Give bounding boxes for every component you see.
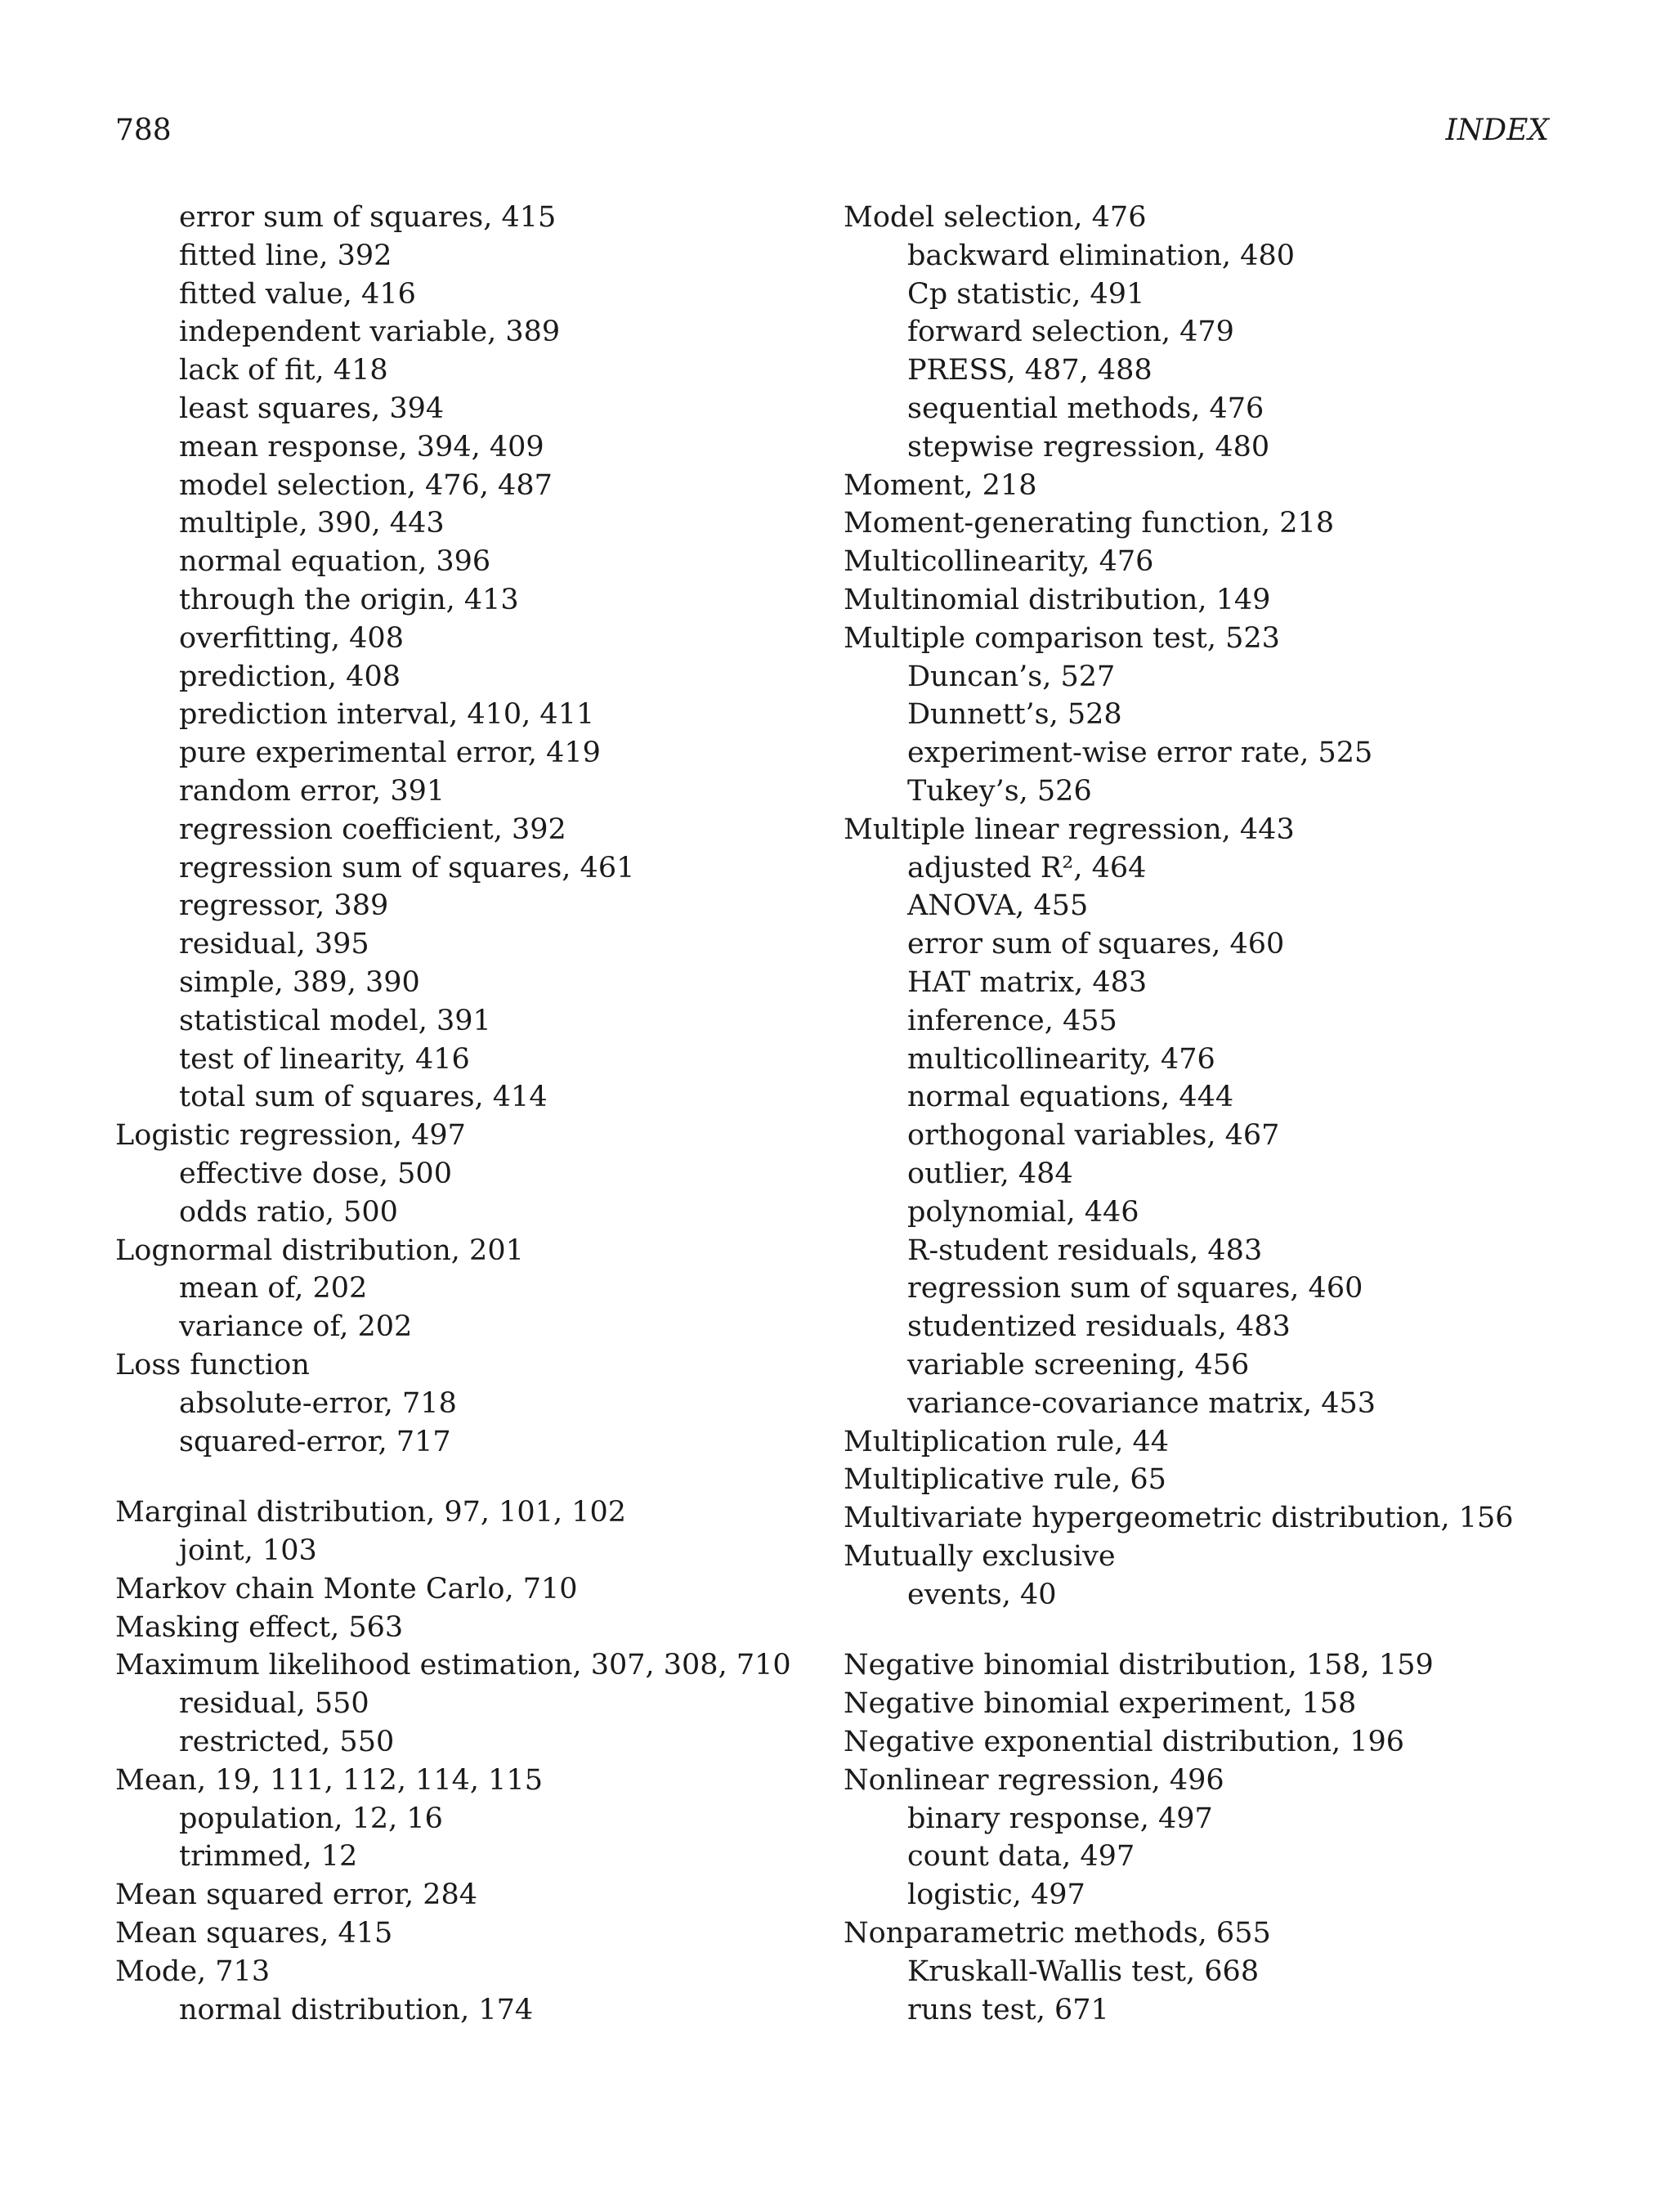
index-entry: Loss function [115, 1348, 310, 1381]
index-subentry: through the origin, 413 [179, 583, 519, 616]
index-subentry: pure experimental error, 419 [179, 737, 601, 770]
index-subentry: least squares, 394 [179, 392, 445, 425]
index-subentry: orthogonal variables, 467 [907, 1119, 1280, 1153]
index-subentry: normal distribution, 174 [179, 1993, 534, 2026]
index-subentry: prediction, 408 [179, 660, 401, 693]
index-subentry: PRESS, 487, 488 [907, 354, 1153, 387]
index-subentry: studentized residuals, 483 [907, 1310, 1291, 1344]
index-entry: Negative binomial experiment, 158 [844, 1687, 1357, 1721]
index-entry: Logistic regression, 497 [115, 1119, 466, 1153]
index-entry: Multiplication rule, 44 [844, 1425, 1170, 1458]
index-entry: Mode, 713 [115, 1955, 271, 1988]
index-column-right [844, 199, 1579, 2029]
index-subentry: multicollinearity, 476 [907, 1042, 1215, 1076]
index-subentry: binary response, 497 [907, 1802, 1213, 1835]
index-subentry: multiple, 390, 443 [179, 507, 445, 540]
index-subentry: random error, 391 [179, 774, 445, 808]
index-subentry: trimmed, 12 [179, 1840, 358, 1874]
index-entry: Multicollinearity, 476 [844, 545, 1154, 579]
index-subentry: inference, 455 [907, 1004, 1117, 1037]
index-entry: Mean, 19, 111, 112, 114, 115 [115, 1763, 543, 1797]
index-subentry: statistical model, 391 [179, 1004, 491, 1037]
index-subentry: variance-covariance matrix, 453 [907, 1386, 1376, 1420]
index-subentry: mean of, 202 [179, 1272, 368, 1305]
index-entry: Mutually exclusive [844, 1539, 1116, 1573]
letter-group-gap [115, 1461, 818, 1493]
index-subentry: normal equations, 444 [907, 1081, 1234, 1114]
index-subentry: regression sum of squares, 460 [907, 1272, 1363, 1305]
index-entry: Negative binomial distribution, 158, 159 [844, 1649, 1434, 1682]
index-entry: Multiple comparison test, 523 [844, 621, 1280, 655]
index-subentry: absolute-error, 718 [179, 1386, 457, 1420]
index-subentry: ANOVA, 455 [907, 889, 1089, 923]
index-subentry: independent variable, 389 [179, 316, 561, 349]
index-subentry: adjusted R², 464 [907, 851, 1147, 884]
index-subentry: runs test, 671 [907, 1993, 1109, 2026]
page-header [115, 108, 1549, 152]
index-subentry: variable screening, 456 [907, 1348, 1250, 1381]
index-subentry: prediction interval, 410, 411 [179, 698, 595, 732]
index-entry: Moment, 218 [844, 468, 1037, 502]
index-subentry: joint, 103 [179, 1534, 317, 1568]
index-entry: Multiplicative rule, 65 [844, 1463, 1166, 1497]
letter-group-gap [844, 1614, 1579, 1646]
index-subentry: normal equation, 396 [179, 545, 491, 579]
index-subentry: regression coefficient, 392 [179, 813, 566, 846]
index-subentry: Tukey’s, 526 [907, 774, 1092, 808]
index-entry: Moment-generating function, 218 [844, 507, 1335, 540]
index-subentry: HAT matrix, 483 [907, 965, 1148, 999]
index-subentry: lack of fit, 418 [179, 354, 388, 387]
index-subentry: Dunnett’s, 528 [907, 698, 1122, 732]
index-entry: Model selection, 476 [844, 201, 1147, 234]
index-entry: Multivariate hypergeometric distribution, 156 [844, 1502, 1514, 1535]
index-subentry: total sum of squares, 414 [179, 1081, 548, 1114]
index-subentry: backward elimination, 480 [907, 239, 1295, 272]
index-subentry: variance of, 202 [179, 1310, 413, 1344]
index-subentry: R-student residuals, 483 [907, 1234, 1263, 1267]
index-subentry: overfitting, 408 [179, 621, 404, 655]
index-subentry: odds ratio, 500 [179, 1195, 398, 1229]
index-subentry: Cp statistic, 491 [907, 277, 1145, 311]
index-entry: Nonparametric methods, 655 [844, 1917, 1271, 1950]
index-subentry: polynomial, 446 [907, 1195, 1139, 1229]
index-entry: Mean squared error, 284 [115, 1878, 478, 1912]
index-entry: Maximum likelihood estimation, 307, 308, 710 [115, 1649, 791, 1682]
index-subentry: outlier, 484 [907, 1157, 1073, 1190]
index-subentry: test of linearity, 416 [179, 1042, 470, 1076]
index-subentry: logistic, 497 [907, 1878, 1085, 1912]
index-subentry: model selection, 476, 487 [179, 468, 553, 502]
index-entry: Nonlinear regression, 496 [844, 1763, 1224, 1797]
index-subentry: error sum of squares, 415 [179, 201, 557, 234]
index-entry: Markov chain Monte Carlo, 710 [115, 1572, 578, 1605]
index-subentry: forward selection, 479 [907, 316, 1234, 349]
index-subentry: regression sum of squares, 461 [179, 851, 635, 884]
index-subentry: count data, 497 [907, 1840, 1135, 1874]
index-subentry: Kruskall-Wallis test, 668 [907, 1955, 1260, 1988]
index-subentry: experiment-wise error rate, 525 [907, 737, 1373, 770]
index-subentry: effective dose, 500 [179, 1157, 452, 1190]
running-title: INDEX [1445, 113, 1549, 147]
index-subentry: restricted, 550 [179, 1726, 395, 1759]
index-entry: Lognormal distribution, 201 [115, 1234, 524, 1267]
index-entry: Multinomial distribution, 149 [844, 583, 1271, 616]
index-subentry: sequential methods, 476 [907, 392, 1264, 425]
index-subentry: mean response, 394, 409 [179, 430, 544, 463]
index-subentry: squared-error, 717 [179, 1425, 451, 1458]
index-subentry: stepwise regression, 480 [907, 430, 1270, 463]
index-entry: Masking effect, 563 [115, 1610, 404, 1644]
index-subentry: error sum of squares, 460 [907, 928, 1285, 961]
index-entry: Marginal distribution, 97, 101, 102 [115, 1496, 627, 1529]
index-column-left [115, 199, 818, 2029]
index-subentry: events, 40 [907, 1578, 1057, 1611]
index-subentry: population, 12, 16 [179, 1802, 443, 1835]
index-subentry: simple, 389, 390 [179, 965, 420, 999]
index-subentry: fitted value, 416 [179, 277, 416, 311]
index-subentry: residual, 395 [179, 928, 369, 961]
index-entry: Mean squares, 415 [115, 1917, 393, 1950]
index-entry: Multiple linear regression, 443 [844, 813, 1295, 846]
index-subentry: regressor, 389 [179, 889, 389, 923]
index-subentry: Duncan’s, 527 [907, 660, 1116, 693]
page-number: 788 [115, 113, 172, 147]
index-entry: Negative exponential distribution, 196 [844, 1726, 1405, 1759]
index-subentry: fitted line, 392 [179, 239, 392, 272]
index-subentry: residual, 550 [179, 1687, 369, 1721]
